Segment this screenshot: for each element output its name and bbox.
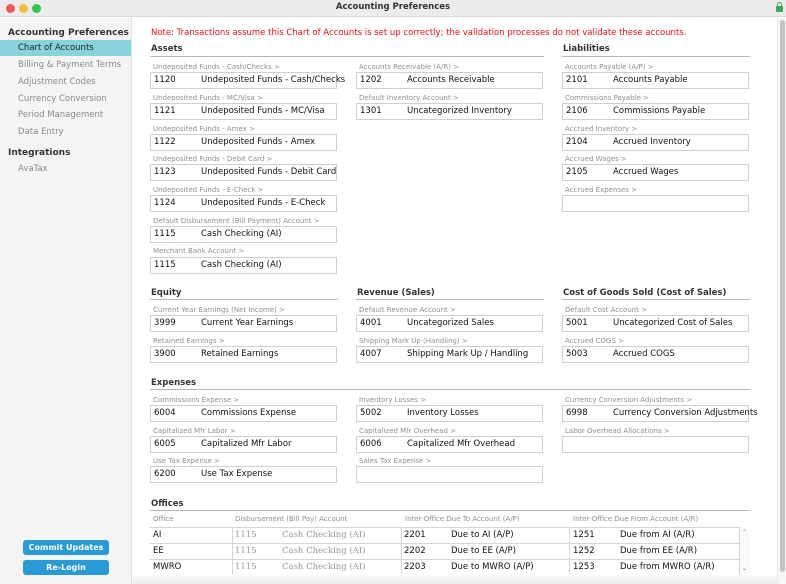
account-number: 1121 bbox=[154, 106, 176, 116]
due-to-name: Due to AI (A/P) bbox=[451, 530, 514, 540]
field-currency-conversion-adjustments[interactable] bbox=[562, 405, 758, 422]
account-number: 5003 bbox=[566, 349, 588, 359]
sidebar bbox=[0, 18, 132, 584]
field-default-disbursement[interactable] bbox=[150, 226, 337, 243]
field-label-merchant-bank[interactable]: Merchant Bank Account > bbox=[153, 247, 245, 255]
account-name: Undeposited Funds - Debit Card bbox=[201, 167, 337, 177]
window-title: Accounting Preferences bbox=[335, 2, 451, 12]
account-number: 6005 bbox=[154, 439, 176, 449]
disbursement-name: Cash Checking (AI) bbox=[282, 530, 366, 540]
section-title-assets: Assets bbox=[151, 44, 183, 54]
due-to-number: 2202 bbox=[404, 546, 426, 556]
field-label-undeposited-mc-visa[interactable]: Undeposited Funds - MC/Visa > bbox=[153, 94, 263, 102]
field-undeposited-mc-visa[interactable] bbox=[150, 103, 337, 120]
sidebar-item-avatax[interactable]: AvaTax bbox=[18, 164, 48, 174]
account-name: Undeposited Funds - MC/Visa bbox=[201, 106, 325, 116]
field-label-accrued-cogs[interactable]: Accrued COGS > bbox=[565, 337, 625, 345]
section-title-cogs: Cost of Goods Sold (Cost of Sales) bbox=[563, 288, 727, 298]
account-number: 6998 bbox=[566, 408, 588, 418]
field-label-default-cost[interactable]: Default Cost Account > bbox=[565, 306, 647, 314]
due-to-name: Due to EE (A/P) bbox=[451, 546, 516, 556]
field-label-accrued-expenses[interactable]: Accrued Expenses > bbox=[565, 186, 638, 194]
field-label-undeposited-cash-checks[interactable]: Undeposited Funds - Cash/Checks > bbox=[153, 63, 280, 71]
account-name: Commissions Expense bbox=[201, 408, 297, 418]
field-accrued-expenses[interactable] bbox=[562, 195, 749, 212]
account-name: Undeposited Funds - Cash/Checks bbox=[201, 75, 346, 85]
due-from-number: 1252 bbox=[573, 546, 595, 556]
account-number: 1115 bbox=[154, 229, 176, 239]
section-divider bbox=[150, 389, 750, 390]
section-divider bbox=[150, 56, 544, 57]
sidebar-item-adjustment-codes[interactable]: Adjustment Codes bbox=[18, 77, 96, 87]
account-number: 2104 bbox=[566, 137, 588, 147]
section-title-revenue: Revenue (Sales) bbox=[357, 288, 435, 298]
main-scrollbar[interactable] bbox=[777, 18, 786, 584]
field-merchant-bank[interactable] bbox=[150, 257, 337, 274]
field-undeposited-amex[interactable] bbox=[150, 134, 337, 151]
section-title-offices: Offices bbox=[151, 499, 184, 509]
section-divider bbox=[150, 510, 750, 511]
section-title-expenses: Expenses bbox=[151, 378, 197, 388]
field-inventory-losses[interactable] bbox=[356, 405, 543, 422]
office-code: MWRO bbox=[153, 562, 182, 572]
field-label-default-inventory[interactable]: Default Inventory Account > bbox=[359, 94, 459, 102]
column-header-disbursement: Disbursement (Bill Pay) Account bbox=[235, 515, 348, 523]
account-name: Use Tax Expense bbox=[201, 469, 273, 479]
column-header-due-from: Inter-Office Due From Account (A/R) bbox=[573, 515, 699, 523]
field-undeposited-cash-checks[interactable] bbox=[150, 72, 346, 89]
field-capitalized-mfr-overhead[interactable] bbox=[356, 436, 543, 453]
title-bar bbox=[0, 0, 786, 17]
field-label-commissions-expense[interactable]: Commissions Expense > bbox=[153, 396, 240, 404]
field-label-accounts-payable[interactable]: Accounts Payable (A/P) > bbox=[565, 63, 654, 71]
account-name: Capitalized Mfr Overhead bbox=[407, 439, 515, 449]
field-label-default-revenue[interactable]: Default Revenue Account > bbox=[359, 306, 456, 314]
field-default-revenue[interactable] bbox=[356, 315, 543, 332]
section-divider bbox=[562, 299, 750, 300]
section-divider bbox=[356, 299, 544, 300]
field-accounts-receivable[interactable] bbox=[356, 72, 543, 89]
disbursement-number: 1115 bbox=[235, 562, 257, 572]
section-divider bbox=[150, 299, 338, 300]
field-accrued-cogs[interactable] bbox=[562, 346, 749, 363]
sidebar-item-currency-conversion[interactable]: Currency Conversion bbox=[18, 94, 107, 104]
field-label-shipping-markup[interactable]: Shipping Mark Up (Handling) > bbox=[359, 337, 468, 345]
field-use-tax-expense[interactable] bbox=[150, 466, 337, 483]
field-default-inventory[interactable] bbox=[356, 103, 543, 120]
account-name: Accrued Inventory bbox=[613, 137, 691, 147]
field-label-commissions-payable[interactable]: Commissions Payable > bbox=[565, 94, 649, 102]
account-name: Current Year Earnings bbox=[201, 318, 294, 328]
account-number: 1123 bbox=[154, 167, 176, 177]
chevron-down-icon[interactable]: ⌄ bbox=[742, 565, 748, 572]
account-name: Cash Checking (AI) bbox=[201, 229, 282, 239]
account-name: Uncategorized Cost of Sales bbox=[613, 318, 733, 328]
account-number: 3999 bbox=[154, 318, 176, 328]
field-undeposited-debit-card[interactable] bbox=[150, 164, 337, 181]
field-sales-tax-expense[interactable] bbox=[356, 466, 543, 483]
section-title-equity: Equity bbox=[151, 288, 182, 298]
column-header-due-to: Inter-Office Due To Account (A/P) bbox=[405, 515, 520, 523]
account-number: 2101 bbox=[566, 75, 588, 85]
account-number: 4001 bbox=[360, 318, 382, 328]
account-name: Undeposited Funds - E-Check bbox=[201, 198, 326, 208]
account-number: 6004 bbox=[154, 408, 176, 418]
due-from-number: 1251 bbox=[573, 530, 595, 540]
due-from-name: Due from MWRO (A/R) bbox=[620, 562, 715, 572]
account-number: 1122 bbox=[154, 137, 176, 147]
account-name: Cash Checking (AI) bbox=[201, 260, 282, 270]
due-from-number: 1253 bbox=[573, 562, 595, 572]
lock-icon bbox=[776, 2, 783, 12]
field-label-currency-conversion-adjustments[interactable]: Currency Conversion Adjustments > bbox=[565, 396, 693, 404]
due-to-name: Due to MWRO (A/P) bbox=[451, 562, 534, 572]
account-number: 1124 bbox=[154, 198, 176, 208]
due-to-number: 2201 bbox=[404, 530, 426, 540]
field-capitalized-mfr-labor[interactable] bbox=[150, 436, 337, 453]
account-number: 1202 bbox=[360, 75, 382, 85]
field-commissions-expense[interactable] bbox=[150, 405, 337, 422]
table-row[interactable] bbox=[150, 543, 749, 559]
field-retained-earnings[interactable] bbox=[150, 346, 337, 363]
field-label-undeposited-amex[interactable]: Undeposited Funds - Amex > bbox=[153, 125, 255, 133]
field-current-year-earnings[interactable] bbox=[150, 315, 337, 332]
account-name: Retained Earnings bbox=[201, 349, 279, 359]
bottom-shadow bbox=[133, 574, 777, 584]
commit-updates-button[interactable]: Commit Updates bbox=[23, 540, 109, 555]
field-label-labor-overhead-allocations[interactable]: Labor Overhead Allocations > bbox=[565, 427, 670, 435]
account-number: 5001 bbox=[566, 318, 588, 328]
account-name: Uncategorized Sales bbox=[407, 318, 494, 328]
account-number: 2106 bbox=[566, 106, 588, 116]
account-name: Accrued Wages bbox=[613, 167, 679, 177]
field-commissions-payable[interactable] bbox=[562, 103, 749, 120]
disbursement-number: 1115 bbox=[235, 546, 257, 556]
account-number: 3900 bbox=[154, 349, 176, 359]
account-name: Shipping Mark Up / Handling bbox=[407, 349, 529, 359]
account-name: Uncategorized Inventory bbox=[407, 106, 512, 116]
field-default-cost[interactable] bbox=[562, 315, 749, 332]
chevron-up-icon[interactable]: ⌃ bbox=[742, 529, 748, 536]
account-number: 5002 bbox=[360, 408, 382, 418]
disbursement-name: Cash Checking (AI) bbox=[282, 562, 366, 572]
account-number: 4007 bbox=[360, 349, 382, 359]
field-accrued-inventory[interactable] bbox=[562, 134, 749, 151]
field-label-undeposited-e-check[interactable]: Undeposited Funds - E-Check > bbox=[153, 186, 264, 194]
field-label-inventory-losses[interactable]: Inventory Losses > bbox=[359, 396, 427, 404]
disbursement-number: 1115 bbox=[235, 530, 257, 540]
field-label-capitalized-mfr-overhead[interactable]: Capitalized Mfr Overhead > bbox=[359, 427, 457, 435]
field-labor-overhead-allocations[interactable] bbox=[562, 436, 749, 453]
section-divider bbox=[562, 56, 750, 57]
field-label-use-tax-expense[interactable]: Use Tax Expense > bbox=[153, 457, 220, 465]
sidebar-item-billing-payment-terms[interactable]: Billing & Payment Terms bbox=[18, 60, 122, 70]
field-label-accrued-wages[interactable]: Accrued Wages > bbox=[565, 155, 627, 163]
table-scrollbar[interactable] bbox=[739, 527, 749, 576]
office-code: AI bbox=[153, 530, 162, 540]
field-label-undeposited-debit-card[interactable]: Undeposited Funds - Debit Card > bbox=[153, 155, 273, 163]
re-login-button[interactable]: Re-Login bbox=[23, 560, 109, 575]
sidebar-item-chart-of-accounts[interactable]: Chart of Accounts bbox=[0, 40, 131, 56]
account-number: 1115 bbox=[154, 260, 176, 270]
due-from-name: Due from EE (A/R) bbox=[620, 546, 698, 556]
account-name: Commissions Payable bbox=[613, 106, 706, 116]
field-accrued-wages[interactable] bbox=[562, 164, 749, 181]
scroll-thumb[interactable] bbox=[780, 20, 785, 572]
disbursement-name: Cash Checking (AI) bbox=[282, 546, 366, 556]
account-name: Accounts Receivable bbox=[407, 75, 495, 85]
validation-note: Note: Transactions assume this Chart of Accounts is set up correctly; the validation processes do not validate these accounts. bbox=[151, 28, 687, 38]
field-label-accrued-inventory[interactable]: Accrued Inventory > bbox=[565, 125, 638, 133]
account-name: Capitalized Mfr Labor bbox=[201, 439, 292, 449]
account-name: Inventory Losses bbox=[407, 408, 479, 418]
sidebar-item-period-management[interactable]: Period Management bbox=[18, 110, 104, 120]
column-header-office: Office bbox=[153, 515, 174, 523]
sidebar-section-integrations: Integrations bbox=[8, 148, 71, 158]
account-number: 1301 bbox=[360, 106, 382, 116]
account-number: 2105 bbox=[566, 167, 588, 177]
field-label-sales-tax-expense[interactable]: Sales Tax Expense > bbox=[359, 457, 432, 465]
field-label-current-year-earnings[interactable]: Current Year Earnings (Net Income) > bbox=[153, 306, 285, 314]
table-row[interactable] bbox=[150, 527, 749, 543]
section-title-liabilities: Liabilities bbox=[563, 44, 610, 54]
field-label-accounts-receivable[interactable]: Accounts Receivable (A/R) > bbox=[359, 63, 460, 71]
field-label-capitalized-mfr-labor[interactable]: Capitalized Mfr Labor > bbox=[153, 427, 236, 435]
office-code: EE bbox=[153, 546, 164, 556]
due-to-number: 2203 bbox=[404, 562, 426, 572]
account-name: Accrued COGS bbox=[613, 349, 675, 359]
field-label-default-disbursement[interactable]: Default Disbursement (Bill Payment) Account > bbox=[153, 217, 320, 225]
account-name: Accounts Payable bbox=[613, 75, 688, 85]
account-number: 6200 bbox=[154, 469, 176, 479]
sidebar-item-data-entry[interactable]: Data Entry bbox=[18, 127, 64, 137]
account-number: 1120 bbox=[154, 75, 176, 85]
field-label-retained-earnings[interactable]: Retained Earnings > bbox=[153, 337, 225, 345]
field-shipping-markup[interactable] bbox=[356, 346, 543, 363]
account-name: Undeposited Funds - Amex bbox=[201, 137, 315, 147]
account-number: 6006 bbox=[360, 439, 382, 449]
sidebar-section-accounting-preferences: Accounting Preferences bbox=[8, 28, 129, 38]
field-accounts-payable[interactable] bbox=[562, 72, 749, 89]
due-from-name: Due from AI (A/R) bbox=[620, 530, 695, 540]
field-undeposited-e-check[interactable] bbox=[150, 195, 337, 212]
account-name: Currency Conversion Adjustments bbox=[613, 408, 758, 418]
